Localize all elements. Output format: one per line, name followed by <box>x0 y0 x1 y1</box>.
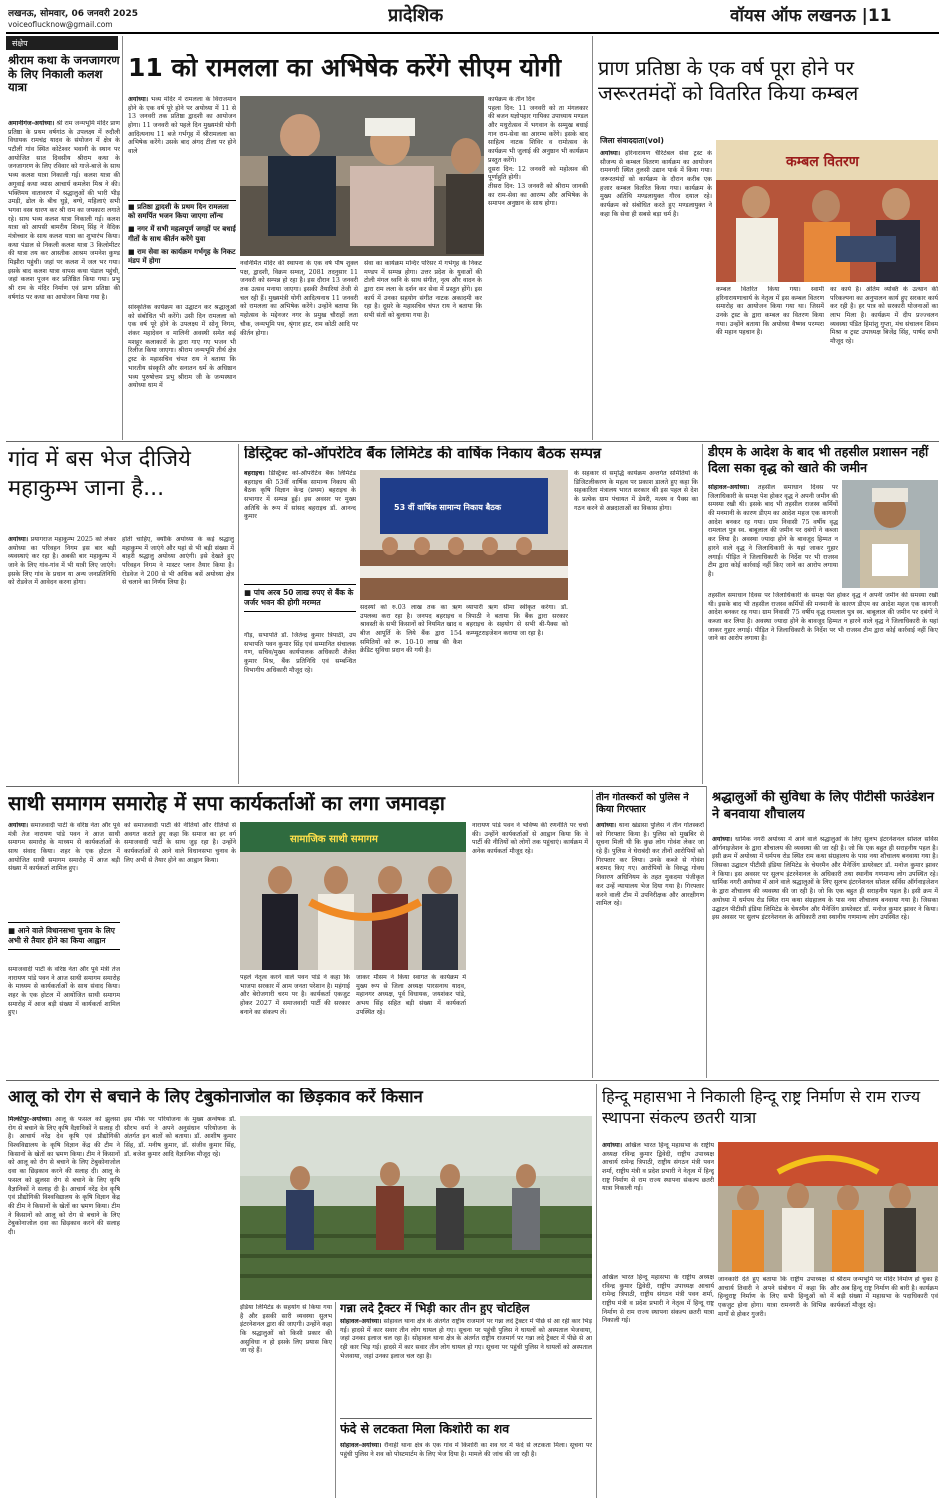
col-divider-bottom <box>596 1084 597 1498</box>
dateline: लखनऊ, सोमवार, 06 जनवरी 2025 <box>8 9 138 19</box>
col-divider-bank <box>702 444 703 784</box>
brief-headline: श्रीराम कथा के जनजागरण के लिए निकाली कलश यात्रा <box>8 54 120 95</box>
col-divider-arrest <box>706 786 707 1078</box>
lead-col1: अयोध्या। भव्य मंदिर में रामलला के विराजमान होने के एक वर्ष पूरे होने पर अयोध्या में 11 से 13 जनवरी तक प्रतिष्ठा द्वादशी का आयोजन होगा। 11 जनवरी को पहले दिन मुख्यमंत्री योगी आदित्यनाथ 11 बजे गर्भगृह में श्रीरामलला का अभिषेक करेंगे। उसके बाद अंगद टीला पर होने वाले <box>128 96 236 156</box>
kambal-photo <box>716 140 938 282</box>
masthead-name: वॉयस ऑफ लखनऊ <box>730 6 856 26</box>
arrest-body: अयोध्या। थाना खंडासा पुलिस ने तीन गोतस्करों को गिरफ्तार किया है। पुलिस को मुखबिर से सूचना मिली थी कि कुछ लोग गोवंश लेकर जा रहे हैं। पुलिस ने घेराबंदी कर तीनों आरोपियों को गिरफ्तार कर लिया। उनके कब्जे से गोवंश बरामद किए गए। आरोपियों के विरुद्ध गोवध निवारण अधिनियम के तहत मुकदमा पंजीकृत कर उन्हें न्यायालय भेज दिया गया है। गिरफ्तार करने वाली टीम में उपनिरीक्षक और आरक्षीगण शामिल रहे। <box>596 822 704 908</box>
sapa-col1b: समाजवादी पार्टी के वरिष्ठ नेता और पूर्व मंत्री तेज नारायण पांडे पवन ने आज साथी समागम समारोह के माध्यम से कार्यकर्ताओं के साथ संवाद किया। शहर के एक होटल में आयोजित साथी समागम समारोह में आज बड़ी संख्या में कार्यकर्ता शामिल हुए। <box>8 966 120 1017</box>
brief-dateline: अमानीगंज-अयोध्या। <box>8 120 55 127</box>
brief-label: संक्षेप <box>6 36 118 50</box>
kumbh-col1: अयोध्या। प्रयागराज महाकुम्भ 2025 को लेकर अयोध्या का परिवहन निगम इस बार बड़ी व्यवस्थाएं कर रहा है। अबकी बार महाकुम्भ में जाने के लिए गांव-गांव में भी यात्री लिए जाएंगे। इसके लिए गांव के प्रधान या अन्य जनप्रतिनिधि को रोडवेज में आवेदन करना होगा। <box>8 536 116 587</box>
kambal-col1: अयोध्या। हरिनारायण चैरिटेबल सेवा ट्रस्ट के सौजन्य से कम्बल वितरण कार्यक्रम का आयोजन रामनगरी स्थित तुलसी उद्यान पार्क में किया गया। जरूरतमंदों को कार्यक्रम के दौरान करीब एक हजार कम्बल वितरित किया गया। कार्यक्रम के मुख्य अतिथि मण्डलायुक्त गौरव दयाल रहे। कार्यक्रम को संबोधित करते हुए मण्डलायुक्त ने कहा कि सेवा ही सबसे बड़ा धर्म है। <box>600 150 712 218</box>
bank-col3: व्यापारी ऋण सीमा स्वीकृत करेगा। डॉ. त्रिपाठी ने बताया कि बैंक द्वारा सरकार बहराइच के सहयोग से सभी बी-पैक्स को कम्प्यूटराइजेशन कराया जा रहा है। <box>466 604 568 638</box>
kambal-byline: जिला संवाददाता(vol) <box>600 136 664 145</box>
dm-photo <box>842 480 938 588</box>
brief-body <box>8 120 120 438</box>
bank-col1: बहराइच। डिस्ट्रिक्ट को-ऑपरेटिव बैंक लिमिटेड बहराइच की 53वीं वार्षिक सामान्य निकाय की बैठक कृषि विज्ञान केन्द्र (प्रथम) बहराइच के सभागार में सम्पन्न हुई। इस अवसर पर मुख्य अतिथि के रूप में सांसद बहराइच डॉ. आनन्द कुमार <box>244 470 356 521</box>
bank-pullquote: ■ पांच अरब 50 लाख रुपए से बैंक के जर्जर भवन की होगी मरम्मत <box>244 584 356 612</box>
top-rule <box>6 32 939 34</box>
rule-accident <box>340 1418 592 1419</box>
hindu-col2: जानकारी देते हुए बताया कि राष्ट्रीय उपाध्यक्ष आचार्य तिवारी ने अपने संबोधन में कहा कि हिन्दुराष्ट्र निर्माण के लिए सभी हिन्दुओं को एकजुट होना होगा। यात्रा रामनगरी के विभिन्न मार्गों से होकर गुजरी। <box>718 1276 826 1318</box>
lead-col3: सेवा का कार्यक्रम मन्दिर परिसर में गर्भगृह के निकट मण्डप में सम्पन्न होगा। उत्तर प्रदेश के युवाओं की टोली मंगल ध्वनि के साथ संगीत, नृत्य और वादन के द्वारा राम लला के दर्शन कर सेवा में प्रस्तुत होंगे। इस कार्य में उनका सहयोग संगीत नाटक अकादमी कर रहा है। दूसरे के महासचिव चंपत राय ने बताया कि सभी संतों को बुलाया गया है। <box>364 260 482 320</box>
rule-row1 <box>6 441 939 442</box>
lead-col4: कार्यक्रम के तीन दिन पहला दिन: 11 जनवरी को ता मंगलकार की बजन यज्ञोपहार गायिका उपाध्याय मण्डल और मधुरोत्सव में भगवान के सम्मुख बधाई गान राम-सेवा का आरम्भ करेंगे। इसके बाद साहित्य नाटक शिविर व रामोत्सव के कार्यक्रम भी जुलाई की अनुष्ठान भी कार्यक्रम प्रस्तुत करेंगे। दूसरा दिन: 12 जनवरी को महोत्सव की पूर्णाहुति होगी। तीसरा दिन: 13 जनवरी को श्रीराम जानकी का राम-सेवा का आरम्भ और अभिषेक के समापन अनुष्ठान के साथ होगा। <box>488 96 588 208</box>
lead-photo <box>240 96 484 256</box>
kambal-col2: कम्बल वितरित किया गया। स्वामी हरिनारायणाचार्य के नेतृत्व में इस कम्बल वितरण समारोह का आयोजन किया गया था। जिसमें उनके ट्रस्ट के द्वारा कम्बल का वितरण किया गया। उन्होंने बताया कि अयोध्या वैष्णव परम्परा की महान पहचान है। <box>716 286 824 337</box>
rule-row2 <box>6 786 706 787</box>
dm-col2: तहसील समाधान दिवस पर जिलाधिकारी के समक्ष पेश होकर वृद्ध ने अपनी जमीन की समस्या रखी थी। इसके बाद भी तहसील राजस्व कर्मियों की मनमानी के कारण डीएम का आदेश महज एक कागजी आदेश बनकर रह गया। ग्राम निवासी 75 वर्षीय वृद्ध रामलाल पुत्र स्व. बाबूलाल की जमीन पर दबंगों ने कब्जा कर लिया है। अवस्था ज्यादा होने के बावजूद हिम्मत न हारने वाले वृद्ध ने जिलाधिकारी के यहां जाकर गुहार लगाई। पीड़ित ने जिलाधिकारी के निर्देश पर भी राजस्व टीम द्वारा कोई कार्रवाई नहीं किए जाने का आरोप लगाया है। <box>708 592 938 643</box>
dm-headline: डीएम के आदेश के बाद भी तहसील प्रशासन नहीं दिला सका वृद्ध को खाते की जमीन <box>708 444 929 476</box>
lead-headline: 11 को रामलला का अभिषेक करेंगे सीएम योगी <box>128 54 562 82</box>
hindu-col3: से श्रीराम जन्मभूमि पर मंदिर निर्माण हो चुका है और अब हिन्दू राष्ट्र निर्माण की बारी है। कार्यक्रम में बड़ी संख्या में महासभा के पदाधिकारी एवं कार्यकर्ता मौजूद रहे। <box>830 1276 938 1310</box>
brief-text: श्री राम जन्मभूमि मंदिर प्राण प्रतिष्ठा के प्रथम वर्षगांठ के उपलक्ष्य में रुदौली विधायक रामचंद्र यादव के संयोजन में क्षेत्र के पटौली गांव स्थित कोटेश्वर भवानी के स्थान पर आयोजित सात दिवसीय श्रीराम कथा के जनजागरण के लिए रविवार को गाजे-बाजे के साथ भव्य कलश यात्रा निकाली गई। कलश यात्रा की अगुवाई कथा व्यास आचार्य कमलेश मिश्र ने की। भक्तिमय वातावरण में श्रद्धालुओं की भारी भीड़ उमड़ी, ढोल के बीच घुड़े, बग्घे, महिलाएं सभी भगवा वस्त्र धारण कर श्री राम का जयकारा लगाते रहे। साथ भव्य कलश यात्रा निकाली गई। कलश यात्रा को आपसी बामरीय शिवम् सिंह ने वैदिक मंत्रोच्चार के साथ कलश यात्रा का शुभारंभ किया। कथा पंडाल से निकली कलश यात्रा 3 किलोमीटर की यात्रा तय कर आस्तीक आश्रम जमनेश कुण्ड मिझौरा पहुंची। जहां पर कलश में जल भर गया। इसके बाद कलश यात्रा वापस कथा पंडाल पहुंची, जहां कलश पूजन कर प्रतिष्ठित किया गया। प्रभु श्री राम के मंदिर निर्माण एवं प्राण प्रतिष्ठा की वर्षगांठ पर कथा का आयोजन किया गया है। <box>8 120 120 301</box>
hindu-col1b: अखिल भारत हिन्दू महासभा के राष्ट्रीय अध्यक्ष रविन्द्र कुमार द्विवेदी, राष्ट्रीय उपाध्यक्ष आचार्य रामेन्द्र त्रिपाठी, राष्ट्रीय संगठन मंत्री पवन शर्मा, राष्ट्रीय मंत्री व प्रदेश प्रभारी ने नेतृत्व में हिन्दू राष्ट्र निर्माण से राम राज्य स्थापना संकल्प छतरी यात्रा निकाली गई। <box>602 1274 714 1325</box>
kumbh-headline: गांव में बस भेज दीजिये महाकुम्भ जाना है... <box>8 447 191 501</box>
page-number: 11 <box>867 6 892 26</box>
lead-dateline: अयोध्या। <box>128 96 149 103</box>
lead-pullquote: ■ प्रतिष्ठा द्वादशी के प्रथम दिन रामलला को समर्पित भजन किया जाएगा लॉन्च ■ नगर में सभी महत्वपूर्ण जगहों पर बधाई गीतों के साथ कीर्तन करेंगे युवा ■ राम सेवा का कार्यक्रम गर्भगृह के निकट मंडप में होगा <box>128 200 236 269</box>
sapa-headline: साथी समागम समारोह में सपा कार्यकर्ताओं का लगा जमावड़ा <box>8 792 445 815</box>
sapa-photo <box>240 822 466 970</box>
col-divider-sapa <box>592 790 593 1078</box>
lead-col2: नवनिर्मित मंदिर की स्थापना के एक वर्ष पौष शुक्ल पक्ष, द्वादशी, विक्रम सम्वत्, 2081 तदनुसार 11 जनवरी को सम्पन्न हो रहा है। इस दौरान 13 जनवरी तक उत्सव मनाया जाएगा। इसकी तैयारियां तेजी से चल रही हैं। मुख्यमंत्री योगी आदित्यनाथ 11 जनवरी को रामलला का अभिषेक करेंगे। उन्होंने बताया कि महोत्सव के मद्देनजर नगर के प्रमुख चौराहों लता चौक, जन्मभूमि पथ, श्रृंगार हाट, राम कोठी आदि पर कीर्तन होगा। <box>240 260 358 337</box>
shauchalay-headline: श्रद्धालुओं की सुविधा के लिए पीटीसी फाउंडेशन ने बनवाया शौचालय <box>712 790 935 822</box>
kumbh-col2: होती चाहिए, क्योंकि अयोध्या के कई श्रद्धालु महाकुम्भ में जाएंगे और यहां से भी बड़ी संख्या में बाहरी श्रद्धालु अयोध्या आएंगी। इसे देखते हुए परिवहन निगम ने मास्टर प्लान तैयार किया है। रोडवेज ने 200 से भी अधिक बसें अयोध्या क्षेत्र से चलाने का निर्णय लिया है। <box>122 536 234 587</box>
rule-row3 <box>6 1080 939 1081</box>
bank-col4: के सहकार से समृद्धि कार्यक्रम अन्तर्गत समितियों के डिजिटलीकरण के महत्व पर प्रकाश डालते हुए कहा कि सहकारिता मंत्रालय भारत सरकार की इस पहल से देश के प्रत्येक ग्राम पंचायत में डेयरी, मत्स्य व पैक्स का गठन करने से अन्नदाताओं का विकास होगा। <box>574 470 698 512</box>
accident-headline: गन्ना लदे ट्रैक्टर में भिड़ी कार तीन हुए चोटहिल <box>340 1302 530 1315</box>
aloo-headline: आलू को रोग से बचाने के लिए टेबुकोनाजोल का छिड़काव करें किसान <box>8 1088 423 1106</box>
dm-col1: सोहावल-अयोध्या। तहसील समाधान दिवस पर जिलाधिकारी के समक्ष पेश होकर वृद्ध ने अपनी जमीन की समस्या रखी थी। इसके बाद भी तहसील राजस्व कर्मियों की मनमानी के कारण डीएम का आदेश महज एक कागजी आदेश बनकर रह गया। ग्राम निवासी 75 वर्षीय वृद्ध रामलाल पुत्र स्व. बाबूलाल की जमीन पर दबंगों ने कब्जा कर लिया है। अवस्था ज्यादा होने के बावजूद हिम्मत न हारने वाले वृद्ध ने जिलाधिकारी के यहां जाकर गुहार लगाई। पीड़ित ने जिलाधिकारी के निर्देश पर भी राजस्व टीम द्वारा कोई कार्रवाई नहीं किए जाने का आरोप लगाया है। <box>708 484 838 578</box>
email: voiceoflucknow@gmail.com <box>8 20 113 29</box>
lead-col1b: सांस्कृतिक कार्यक्रम का उद्घाटन कर श्रद्धालुओं को संबोधित भी करेंगे। उसी दिन रामलला को एक वर्ष पूरे होने के उपलक्ष्य में सोनू निगम, शंकर महादेवन व मालिनी अवस्थी समेत कई मशहूर कलाकारों के द्वारा गाए गए भजन भी रिलीज किया जाएगा। श्रीराम जन्मभूमि तीर्थ क्षेत्र ट्रस्ट के महासचिव चंपत राय ने बताया कि भारतीय संस्कृति और सनातन धर्म के अधिष्ठान भव्य पुरुषोत्तम प्रभु श्रीराम जी के जन्मस्थान अयोध्या धाम में <box>128 304 236 390</box>
kambal-headline: प्राण प्रतिष्ठा के एक वर्ष पूरा होने पर जरूरतमंदों को वितरित किया कम्बल <box>598 56 859 105</box>
arrest-headline: तीन गोतस्करों को पुलिस ने किया गिरफ्तार <box>596 792 689 816</box>
bank-col2: सदस्यों को रु.03 लाख तक का ऋण उपलब्ध करा रहा है। जनपद बहराइच व श्रावस्ती के सभी किसानों को नियमित खाद व बीज आपूर्ति के लिये बैंक द्वारा 154 समितियों को रू. 10-10 लाख की कैश क्रेडिट सुविधा प्रदान की गयी है। <box>360 604 462 655</box>
rail-divider <box>122 36 123 440</box>
accident-body: सोहावल-अयोध्या। सोहावल थाना क्षेत्र के अंतर्गत राष्ट्रीय राजमार्ग पर गन्ना लदे ट्रैक्टर में पीछे से आ रही कार भिड़ गई। हादसे में कार सवार तीन लोग घायल हो गए। सूचना पर पहुंची पुलिस ने घायलों को अस्पताल भेजवाया, जहां उनका इलाज चल रहा है। सोहावल थाना क्षेत्र के अंतर्गत राष्ट्रीय राजमार्ग पर गन्ना लदे ट्रैक्टर में पीछे से आ रही कार भिड़ गई। हादसे में कार सवार तीन लोग घायल हो गए। सूचना पर पहुंची पुलिस ने घायलों को अस्पताल भेजवाया, जहां उनका इलाज चल रहा है। <box>340 1318 592 1360</box>
aloo-col2: इस मौके पर परियोजना के मुख्य अन्वेषक डॉ. सौरभ वर्मा ने अपने अनुसंधान परियोजना के अंतर्गत इन बातों को बताया। डॉ. आशीष कुमार सिंह, डॉ. मनीष कुमार, डॉ. संजीव कुमार सिंह, डॉ. बजेश कुमार आदि वैज्ञानिक मौजूद रहे। <box>124 1116 236 1158</box>
hindu-photo <box>718 1142 938 1272</box>
sapa-pullquote: ■ आने वाले विधानसभा चुनाव के लिए अभी से तैयार होने का किया आह्वान <box>8 922 120 950</box>
aloo-photo <box>240 1116 592 1300</box>
masthead-title: वॉयस ऑफ लखनऊ |11 <box>730 6 892 26</box>
hindu-headline: हिन्दू महासभा ने निकाली हिन्दू राष्ट्र निर्माण से राम राज्य स्थापना संकल्प छतरी यात्रा <box>602 1087 921 1128</box>
bank-headline: डिस्ट्रिक्ट को-ऑपरेटिव बैंक लिमिटेड की वार्षिक निकाय बैठक सम्पन्न <box>244 446 602 462</box>
section-title: प्रादेशिक <box>388 5 444 26</box>
bank-banner-text: 53 वीं वार्षिक सामान्य निकाय बैठक <box>394 503 502 512</box>
kambal-col3: का कार्य है। अंतिम व्यक्ति के उत्थान की परिकल्पना का अनुपालन कार्य हुए सरकार कार्य कर रही है। हर पात्र को सरकारी योजनाओं का लाभ मिला है। कार्यक्रम में दीप प्रज्ज्वलन व्यवस्था पंडित हिमांशु गुप्ता, मंच संचालन शिवम मिश्रा व ट्रस्ट उपाध्यक्ष बिजेंद्र सिंह, पार्षद सभी मौजूद रहे। <box>830 286 938 346</box>
col-divider-aloo <box>335 1302 336 1498</box>
bank-col1b: गौड़, सभापति डॉ. जितेन्द्र कुमार त्रिपाठी, उप सभापति पवन कुमार सिंह एवं सम्मानित संचालक गण, सचिव/मुख्य कार्यपालक अधिकारी शैलेश कुमार मिश्र, बैंक प्रतिनिधि एवं सम्बन्धित विभागीय अधिकारी मौजूद रहे। <box>244 632 356 674</box>
aloo-col1: मिल्कीपुर-अयोध्या। आलू के फसल को झुलसा रोग से बचाने के लिए कृषि वैज्ञानिकों ने सलाह दी है। आचार्य नरेंद्र देव कृषि एवं प्रौद्योगिकी विश्वविद्यालय के कृषि विज्ञान केंद्र की टीम ने किसानों के खेतों का भ्रमण किया। टीम ने किसानों को आलू को रोग से बचाने के लिए टेबुकोनाजोल दवा का छिड़काव करने की सलाह दी। आलू के फसल को झुलसा रोग से बचाने के लिए कृषि वैज्ञानिकों ने सलाह दी है। आचार्य नरेंद्र देव कृषि एवं प्रौद्योगिकी विश्वविद्यालय के कृषि विज्ञान केंद्र की टीम ने किसानों के खेतों का भ्रमण किया। टीम ने किसानों को आलू को रोग से बचाने के लिए टेबुकोनाजोल दवा का छिड़काव करने की सलाह दी। <box>8 1116 120 1236</box>
body-headline: फंदे से लटकता मिला किशोरी का शव <box>340 1422 510 1436</box>
sapa-col3: पहले नेतृत्व करने वाले पवन पांडे ने कहा कि भाजपा सरकार में आम जनता परेशान है। महंगाई और बेरोजगारी चरम पर है। कार्यकर्ता एकजुट होकर 2027 में समाजवादी पार्टी की सरकार बनाने का संकल्प लें। <box>240 974 350 1016</box>
sapa-col4: जाकर मौसम ने किया स्वागत के कार्यक्रम में मुख्य रूप से जिला अध्यक्ष पारसनाथ यादव, महानगर अध्यक्ष, पूर्व विधायक, जयशंकर पांडे, अभय सिंह सहित बड़ी संख्या में कार्यकर्ता उपस्थित रहे। <box>356 974 466 1016</box>
body-story-text: सोहावल-अयोध्या। रौनाही थाना क्षेत्र के एक गांव में किशोरी का शव घर में फंदे से लटकता मिला। सूचना पर पहुंची पुलिस ने शव को पोस्टमार्टम के लिए भेज दिया है। मामले की जांच की जा रही है। <box>340 1442 592 1458</box>
shauchalay-body: अयोध्या। धार्मिक नगरी अयोध्या में आने वाले श्रद्धालुओं के लिए सुलभ इंटरनेशनल सोशल सर्विस ऑर्गनाइजेशन के द्वारा शौचालय की व्यवस्था की जा रही है। जो कि एक बहुत ही सराहनीय पहल है। इसी क्रम में अयोध्या में धर्मपथ रोड स्थित राम कथा संग्रहालय के पास नया शौचालय बनवाया गया है। जिसका उद्घाटन पीटीसी इंडिया लिमिटेड के चेयरमैन और मैनेजिंग डायरेक्टर डॉ. मनोज कुमार झावर ने किया। इस अवसर पर सुलभ इंटरनेशनल के अधिकारी तथा स्थानीय गणमान्य लोग उपस्थित रहे। धार्मिक नगरी अयोध्या में आने वाले श्रद्धालुओं के लिए सुलभ इंटरनेशनल सोशल सर्विस ऑर्गनाइजेशन के द्वारा शौचालय की व्यवस्था की जा रही है। जो कि एक बहुत ही सराहनीय पहल है। इसी क्रम में अयोध्या में धर्मपथ रोड स्थित राम कथा संग्रहालय के पास नया शौचालय बनवाया गया है। जिसका उद्घाटन पीटीसी इंडिया लिमिटेड के चेयरमैन और मैनेजिंग डायरेक्टर डॉ. मनोज कुमार झावर ने किया। इस अवसर पर सुलभ इंटरनेशनल के अधिकारी तथा स्थानीय गणमान्य लोग उपस्थित रहे। <box>712 836 938 922</box>
sapa-col5: नारायण पांडे पवन ने भविष्य की रणनीति पर चर्चा की। उन्होंने कार्यकर्ताओं से आह्वान किया कि वे पार्टी की नीतियों को लोगों तक पहुंचाएं। कार्यक्रम में अनेक कार्यकर्ता मौजूद रहे। <box>472 822 588 856</box>
kambal-banner-text: कम्बल वितरण <box>786 154 859 170</box>
aloo-col3: इंडिया लिमिटेड के सहयोग से किया गया है और इसकी सारी व्यवस्था सुलभ इंटरनेशनल द्वारा की जाएगी। उन्होंने कहा कि श्रद्धालुओं को किसी प्रकार की असुविधा न हो इसके लिए प्रयास किए जा रहे हैं। <box>240 1304 332 1355</box>
hindu-col1: अयोध्या। अखिल भारत हिन्दू महासभा के राष्ट्रीय अध्यक्ष रविन्द्र कुमार द्विवेदी, राष्ट्रीय उपाध्यक्ष आचार्य रामेन्द्र त्रिपाठी, राष्ट्रीय संगठन मंत्री पवन शर्मा, राष्ट्रीय मंत्री व प्रदेश प्रभारी ने नेतृत्व में हिन्दू राष्ट्र निर्माण से राम राज्य स्थापना संकल्प छतरी यात्रा निकाली गई। <box>602 1142 714 1193</box>
col-divider-lead <box>592 36 593 440</box>
sapa-col1: अयोध्या। समाजवादी पार्टी के वरिष्ठ नेता और पूर्व मंत्री तेज नारायण पांडे पवन ने आज साथी समागम समारोह के माध्यम से कार्यकर्ताओं के साथ संवाद किया। शहर के एक होटल में आयोजित साथी समागम समारोह में आज बड़ी संख्या में कार्यकर्ता शामिल हुए। <box>8 822 120 873</box>
bank-photo <box>360 470 568 600</box>
col-divider-kumbh <box>238 444 239 784</box>
sapa-col2: को समाजवादी पार्टी की नीतियों और रीतियों से अवगत कराते हुए कहा कि समाज का हर वर्ग समाजवादी पार्टी के साथ जुड़ रहा है। उन्होंने कार्यकर्ताओं से आने वाले विधानसभा चुनाव के लिए अभी से तैयार होने का आह्वान किया। <box>124 822 236 864</box>
sapa-banner-text: सामाजिक साथी समागम <box>290 834 378 845</box>
